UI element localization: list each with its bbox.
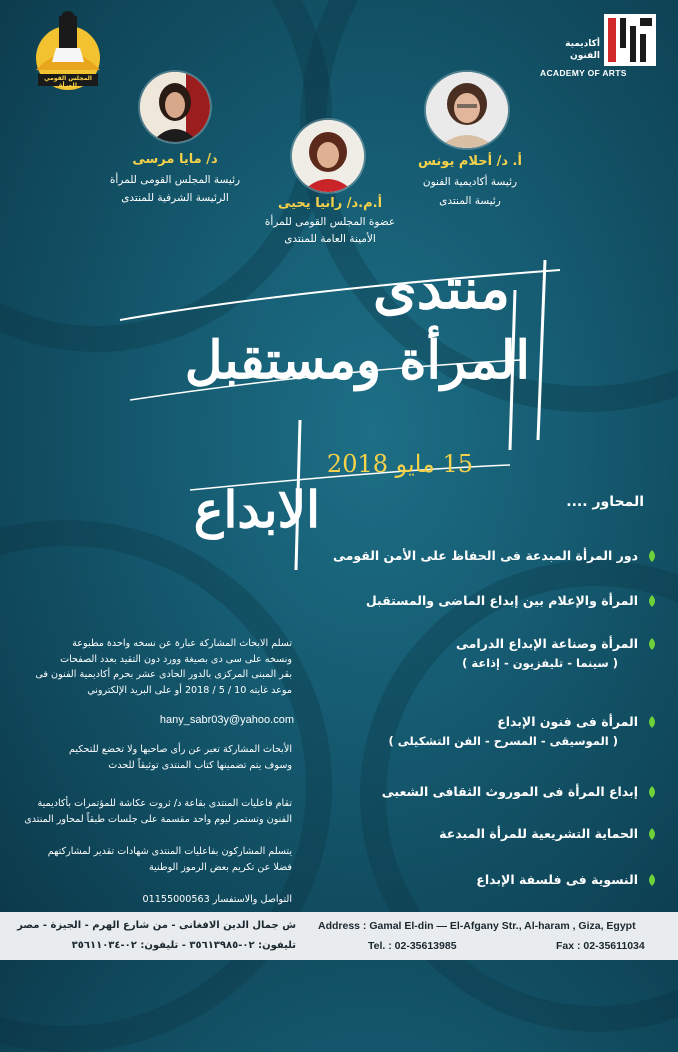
title-line-2: المرأة ومستقبل <box>184 330 530 391</box>
topic-item: النسوية فى فلسفة الإبداع <box>278 870 658 890</box>
portrait-icon <box>140 72 210 142</box>
academy-of-arts-logo <box>540 10 658 82</box>
leaf-bullet-icon <box>646 785 658 799</box>
title-line-3: الابداع <box>193 480 320 539</box>
speaker-name: أ.م.د/ رانيا يحيى <box>277 196 383 211</box>
national-council-logo <box>26 8 110 94</box>
speaker-role: عضوة المجلس القومى للمرأة <box>264 216 396 228</box>
leaf-bullet-icon <box>646 715 658 729</box>
topic-item: المرأة والإعلام بين إبداع الماضى والمستقبل <box>278 591 658 611</box>
topic-item: المرأة وصناعة الإبداع الدرامى ( سينما - تليفزيون - إذاعة ) <box>278 634 658 672</box>
footer-tel-english: Tel. : 02-35613985 <box>368 940 457 952</box>
contact-phone: التواصل والاستفسار 01155000563 <box>142 894 292 905</box>
forum-title <box>90 250 570 580</box>
footer-fax-english: Fax : 02-35611034 <box>556 940 645 952</box>
portrait-icon <box>426 72 508 148</box>
academy-arabic-name: أكاديمية الفنون <box>565 39 600 61</box>
speaker-name: د/ مايا مرسى <box>132 152 218 167</box>
speaker-photo-rania-yehia <box>292 120 364 192</box>
footer-address-arabic: ش جمال الدين الافغانى - من شارع الهرم - الجيزة - مصر <box>17 920 296 931</box>
certificates-info: يتسلم المشاركون بفاعليات المنتدى شهادات تقدير لمشاركتهم فضلا عن تكريم بعض الرموز الوطنية <box>47 846 292 873</box>
topic-item: الحماية التشريعية للمرأة المبدعة <box>278 824 658 844</box>
contact-email-link[interactable]: hany_sabr03y@yahoo.com <box>159 714 294 726</box>
speaker-role: رئيسة المجلس القومى للمرأة <box>109 174 241 186</box>
academy-english-name: ACADEMY OF ARTS <box>540 68 627 78</box>
event-date: 15 مايو 2018 <box>326 450 474 478</box>
submission-info: تسلم الابحاث المشاركة عبارة عن نسخه واحدة مطبوعة ونسخه على سى دى بصيغة وورد دون التقيد بعدد الصفحات بقر المبنى المركزى بالدور الحادى عشر بحرم أكاديمية الفنون فى موعد غايته 10 / 5 / 2018 أو على البريد الإلكتروني <box>35 638 292 696</box>
leaf-bullet-icon <box>646 827 658 841</box>
topic-item: المرأة فى فنون الإبداع ( الموسيقى - المسرح - الفن التشكيلى ) <box>278 712 658 750</box>
leaf-bullet-icon <box>646 873 658 887</box>
axes-heading: المحاور .... <box>566 494 644 510</box>
speaker-photo-maya-morsy <box>140 72 210 142</box>
venue-info: تقام فاعليات المنتدى بقاعة د/ ثروت عكاشة للمؤتمرات بأكاديمية الفنون وتستمر ليوم واحد مقسمة على جلسات طبقاً لمحاور المنتدى <box>24 798 292 825</box>
footer-address-english: Address : Gamal El-din — El-Afgany Str., Al-haram , Giza, Egypt <box>318 920 636 932</box>
speaker-role: الأمينة العامة للمنتدى <box>284 233 376 245</box>
leaf-bullet-icon <box>646 594 658 608</box>
topic-item: إبداع المرأة فى الموروث الثقافى الشعبى <box>278 782 658 802</box>
leaf-bullet-icon <box>646 637 658 651</box>
council-caption: المجلس القومي للمرأة <box>44 75 92 89</box>
footer-phones-arabic: تليفون: ٠٢-٣٥٦١٣٩٨٥ - تليفون: ٠٢-٣٥٦١١٠٣٤ <box>71 940 296 951</box>
academy-emblem-icon <box>602 12 658 68</box>
speaker-name: أ. د/ أحلام يونس <box>418 154 522 169</box>
speaker-photo-ahlam-younis <box>426 72 508 148</box>
speaker-role: الرئيسة الشرفية للمنتدى <box>121 192 229 204</box>
speaker-role: رئيسة أكاديمية الفنون <box>422 176 518 188</box>
topic-item: دور المرأة المبدعة فى الحفاظ على الأمن القومى <box>278 546 658 566</box>
footer-bar <box>0 912 678 960</box>
title-line-1: منتدى <box>372 256 510 322</box>
leaf-bullet-icon <box>646 549 658 563</box>
research-note: الأبحاث المشاركة تعبر عن رأى صاحبها ولا تخضع للتحكيم وسوف يتم تضمينها كتاب المنتدى توثيقاً للحدث <box>68 744 292 771</box>
portrait-icon <box>292 120 364 192</box>
speaker-role: رئيسة المنتدى <box>439 195 501 207</box>
